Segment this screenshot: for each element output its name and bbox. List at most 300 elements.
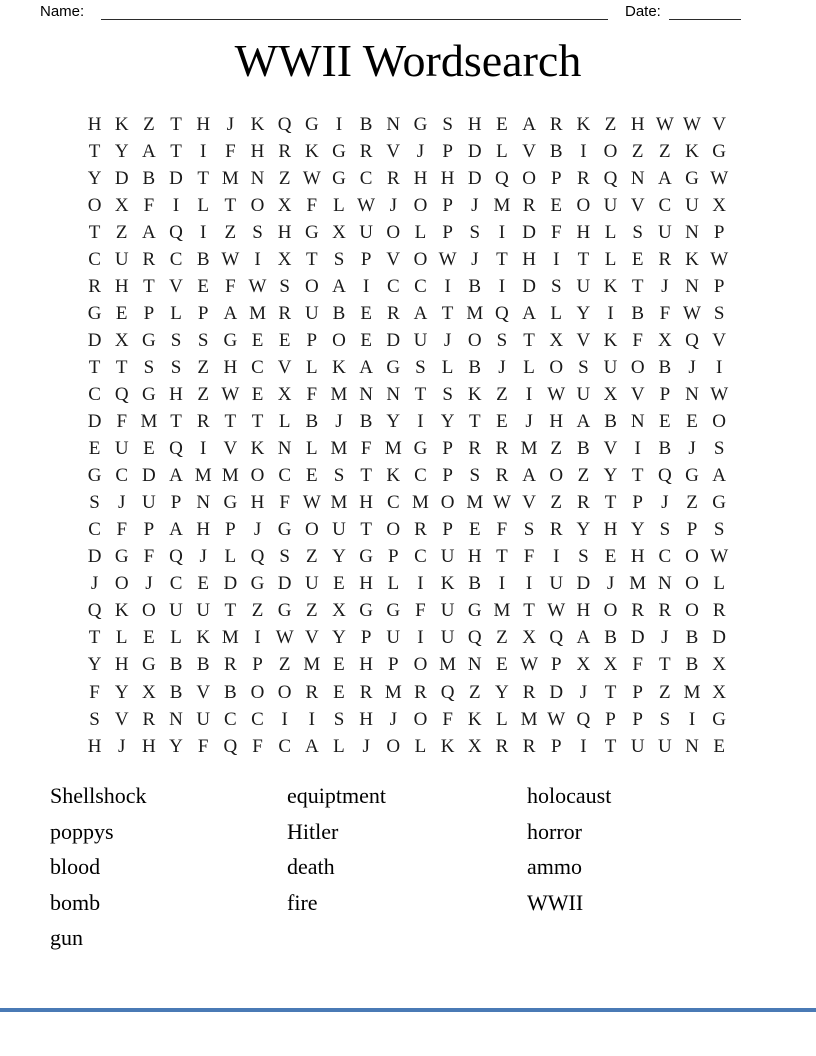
grid-letter: L [333, 194, 345, 216]
grid-letter: P [143, 302, 155, 324]
grid-letter: B [196, 248, 210, 270]
grid-letter: S [469, 221, 481, 243]
grid-letter: D [223, 573, 238, 595]
grid-letter: I [444, 275, 451, 297]
grid-letter: S [143, 356, 155, 378]
grid-letter: A [413, 302, 428, 324]
grid-letter: O [712, 411, 727, 433]
word-list-item: Shellshock [50, 783, 147, 808]
grid-letter: U [196, 600, 211, 622]
grid-letter: W [492, 492, 511, 514]
grid-letter: J [389, 708, 397, 730]
grid-letter: X [603, 654, 618, 676]
grid-letter: R [549, 113, 563, 135]
grid-letter: W [221, 248, 240, 270]
grid-letter: I [417, 411, 424, 433]
grid-letter: H [87, 735, 102, 757]
grid-letter: X [657, 329, 672, 351]
grid-letter: L [441, 356, 454, 378]
grid-letter: R [224, 654, 237, 676]
grid-letter: Z [143, 113, 155, 135]
grid-letter: K [467, 708, 482, 730]
grid-letter: B [468, 573, 482, 595]
grid-letter: P [360, 627, 372, 649]
grid-letter: G [712, 140, 727, 162]
grid-letter: S [170, 356, 182, 378]
grid-letter: W [302, 167, 321, 189]
grid-letter: D [277, 573, 292, 595]
grid-letter: W [357, 194, 376, 216]
grid-letter: Z [550, 438, 563, 460]
grid-letter: L [224, 546, 237, 568]
grid-letter: G [712, 708, 727, 730]
grid-letter: O [630, 356, 645, 378]
grid-letter: Z [115, 221, 128, 243]
grid-letter: P [143, 519, 155, 541]
grid-letter: L [414, 221, 427, 243]
grid-letter: A [576, 411, 591, 433]
grid-letter: R [522, 194, 536, 216]
grid-letter: J [335, 411, 343, 433]
grid-letter: N [386, 113, 401, 135]
word-list-item: poppys [50, 818, 114, 844]
grid-letter: O [250, 465, 265, 487]
grid-letter: Z [604, 113, 617, 135]
grid-letter: Y [332, 546, 346, 568]
grid-letter: B [604, 411, 617, 433]
grid-letter: K [196, 627, 211, 649]
grid-letter: S [333, 248, 345, 270]
grid-letter: E [197, 275, 209, 297]
grid-letter: I [607, 302, 614, 324]
grid-letter: X [114, 329, 129, 351]
grid-letter: F [225, 275, 236, 297]
grid-letter: I [362, 275, 370, 297]
grid-letter: K [603, 275, 618, 297]
grid-letter: I [553, 546, 560, 568]
grid-letter: O [332, 329, 346, 351]
grid-letter: D [169, 167, 183, 189]
grid-letter: V [630, 383, 645, 405]
grid-letter: T [523, 600, 535, 622]
grid-letter: G [142, 329, 156, 351]
grid-letter: F [197, 735, 209, 757]
grid-letter: G [467, 600, 482, 622]
grid-letter: O [685, 600, 699, 622]
grid-letter: E [278, 329, 291, 351]
grid-letter: R [549, 519, 563, 541]
grid-letter: W [547, 383, 566, 405]
grid-letter: P [442, 221, 453, 243]
grid-letter: Y [495, 681, 509, 703]
grid-letter: V [603, 438, 618, 460]
grid-letter: U [657, 735, 672, 757]
word-list-item: equiptment [287, 783, 386, 808]
grid-letter: J [416, 140, 425, 162]
grid-letter: Q [114, 383, 129, 405]
grid-letter: E [143, 627, 155, 649]
grid-letter: T [251, 411, 264, 433]
grid-letter: W [520, 654, 539, 676]
grid-letter: G [87, 465, 102, 487]
grid-letter: S [279, 546, 290, 568]
grid-letter: O [304, 275, 319, 297]
grid-letter: V [304, 627, 319, 649]
grid-letter: E [360, 302, 372, 324]
grid-letter: P [442, 438, 453, 460]
grid-letter: T [88, 140, 101, 162]
grid-letter: I [200, 438, 207, 460]
grid-letter: P [388, 654, 399, 676]
grid-letter: P [442, 194, 453, 216]
grid-letter: S [659, 708, 671, 730]
grid-letter: E [143, 438, 155, 460]
grid-letter: F [116, 519, 128, 541]
grid-letter: G [386, 600, 401, 622]
grid-letter: V [114, 708, 129, 730]
grid-letter: C [359, 167, 373, 189]
grid-letter: R [577, 167, 590, 189]
grid-letter: Z [659, 681, 671, 703]
grid-letter: Z [659, 140, 671, 162]
grid-letter: F [89, 681, 100, 703]
grid-letter: M [330, 383, 348, 405]
grid-letter: T [306, 248, 318, 270]
grid-letter: M [384, 681, 402, 703]
grid-letter: M [221, 627, 239, 649]
grid-letter: C [115, 465, 129, 487]
grid-letter: P [632, 708, 643, 730]
grid-letter: O [549, 356, 564, 378]
grid-letter: R [278, 302, 292, 324]
grid-letter: S [632, 221, 643, 243]
grid-letter: Y [576, 302, 591, 324]
grid-letter: R [386, 302, 400, 324]
word-list-column [527, 780, 611, 922]
grid-letter: R [414, 681, 427, 703]
grid-letter: O [685, 546, 699, 568]
grid-letter: B [359, 411, 373, 433]
grid-letter: B [224, 681, 237, 703]
grid-letter: D [386, 329, 401, 351]
grid-letter: R [278, 140, 292, 162]
word-list-item: ammo [527, 854, 582, 880]
grid-letter: E [604, 546, 617, 568]
grid-letter: K [250, 113, 265, 135]
grid-letter: Z [550, 492, 563, 514]
grid-letter: Q [685, 329, 699, 351]
grid-letter: G [359, 546, 373, 568]
grid-letter: X [522, 627, 536, 649]
grid-letter: Z [631, 140, 644, 162]
grid-letter: R [88, 275, 101, 297]
grid-letter: O [114, 573, 129, 595]
grid-letter: D [522, 275, 536, 297]
grid-letter: G [277, 519, 292, 541]
footer-rule [0, 1008, 816, 1012]
grid-letter: F [116, 411, 128, 433]
word-list-item: bomb [50, 889, 101, 915]
grid-letter: H [277, 221, 292, 243]
grid-letter: B [685, 627, 699, 649]
grid-letter: S [442, 113, 453, 135]
grid-letter: S [333, 708, 345, 730]
grid-letter: A [304, 735, 319, 757]
grid-letter: Z [278, 654, 291, 676]
grid-letter: V [576, 329, 591, 351]
grid-letter: M [412, 492, 429, 514]
grid-letter: V [386, 140, 401, 162]
grid-letter: R [359, 681, 373, 703]
grid-letter: L [278, 411, 291, 433]
grid-letter: Z [686, 492, 698, 514]
grid-letter: Z [197, 356, 209, 378]
grid-letter: O [603, 600, 618, 622]
grid-letter: M [194, 465, 212, 487]
grid-letter: H [114, 275, 129, 297]
grid-letter: P [360, 248, 372, 270]
grid-letter: S [415, 356, 426, 378]
grid-letter: B [658, 438, 672, 460]
grid-letter: R [305, 681, 319, 703]
grid-letter: U [142, 492, 156, 514]
grid-letter: G [685, 167, 699, 189]
grid-letter: I [417, 627, 424, 649]
grid-letter: E [713, 735, 725, 757]
grid-letter: J [443, 329, 452, 351]
grid-letter: V [712, 113, 727, 135]
grid-letter: L [115, 627, 128, 649]
grid-letter: Z [251, 600, 264, 622]
grid-letter: E [306, 465, 318, 487]
grid-letter: R [495, 465, 509, 487]
grid-letter: H [576, 221, 591, 243]
grid-letter: U [657, 221, 672, 243]
grid-letter: S [578, 356, 589, 378]
grid-letter: W [710, 546, 729, 568]
grid-letter: K [576, 113, 591, 135]
word-list-item: gun [50, 925, 83, 951]
grid-letter: K [440, 573, 455, 595]
grid-letter: N [685, 275, 699, 297]
grid-letter: P [713, 275, 725, 297]
grid-letter: L [496, 140, 508, 162]
grid-letter: D [712, 627, 727, 649]
grid-letter: M [303, 654, 321, 676]
grid-letter: F [143, 546, 155, 568]
grid-letter: E [333, 681, 345, 703]
grid-letter: M [520, 438, 538, 460]
grid-letter: T [577, 248, 590, 270]
grid-letter: F [225, 140, 236, 162]
grid-letter: H [549, 411, 564, 433]
grid-letter: H [467, 546, 482, 568]
grid-letter: O [304, 519, 319, 541]
grid-letter: Q [657, 465, 672, 487]
grid-letter: H [413, 167, 428, 189]
grid-letter: G [142, 654, 156, 676]
grid-letter: I [417, 573, 424, 595]
grid-letter: P [659, 383, 671, 405]
grid-letter: H [196, 519, 211, 541]
grid-letter: I [498, 275, 506, 297]
grid-letter: I [688, 708, 696, 730]
grid-letter: A [522, 302, 536, 324]
grid-letter: U [603, 356, 618, 378]
grid-letter: S [89, 492, 100, 514]
grid-letter: R [495, 438, 509, 460]
grid-letter: N [169, 708, 183, 730]
grid-letter: T [88, 627, 101, 649]
grid-letter: J [688, 356, 696, 378]
grid-letter: F [279, 492, 290, 514]
grid-letter: V [169, 275, 183, 297]
grid-letter: J [389, 194, 397, 216]
grid-letter: Y [630, 519, 645, 541]
grid-letter: X [277, 383, 292, 405]
grid-letter: R [468, 438, 482, 460]
grid-letter: A [142, 221, 156, 243]
grid-letter: J [90, 573, 99, 595]
grid-letter: I [254, 248, 261, 270]
grid-letter: D [87, 411, 102, 433]
grid-letter: L [604, 221, 617, 243]
grid-letter: C [658, 194, 672, 216]
grid-letter: B [631, 302, 645, 324]
grid-letter: F [523, 546, 535, 568]
grid-letter: P [713, 221, 725, 243]
grid-letter: H [223, 356, 238, 378]
grid-letter: V [630, 194, 645, 216]
grid-letter: K [250, 438, 265, 460]
grid-letter: J [118, 492, 126, 514]
grid-letter: T [496, 546, 508, 568]
grid-letter: S [442, 383, 453, 405]
grid-letter: B [359, 113, 373, 135]
grid-letter: F [143, 194, 155, 216]
grid-letter: L [197, 194, 209, 216]
grid-letter: O [413, 194, 428, 216]
grid-letter: A [576, 627, 591, 649]
grid-letter: O [603, 140, 618, 162]
grid-letter: K [332, 356, 346, 378]
grid-letter: L [414, 735, 427, 757]
grid-letter: M [466, 492, 484, 514]
grid-letter: Q [87, 600, 102, 622]
grid-letter: P [550, 654, 562, 676]
grid-letter: Y [87, 654, 102, 676]
grid-letter: L [170, 627, 182, 649]
grid-letter: G [277, 600, 292, 622]
grid-letter: S [496, 329, 508, 351]
date-label: Date: [625, 3, 661, 20]
grid-letter: R [196, 411, 210, 433]
grid-letter: P [442, 140, 453, 162]
page-title: WWII Wordsearch [234, 35, 582, 86]
word-list-item: death [287, 854, 335, 880]
grid-letter: Q [495, 167, 509, 189]
grid-letter: S [713, 519, 725, 541]
grid-letter: R [658, 600, 672, 622]
grid-letter: N [630, 167, 645, 189]
grid-letter: C [278, 465, 292, 487]
grid-letter: B [332, 302, 346, 324]
grid-letter: G [223, 492, 238, 514]
grid-letter: U [359, 221, 373, 243]
grid-letter: F [306, 383, 318, 405]
grid-letter: N [685, 735, 699, 757]
grid-letter: I [498, 573, 506, 595]
grid-letter: S [170, 329, 182, 351]
grid-letter: I [200, 221, 207, 243]
grid-letter: C [386, 275, 400, 297]
grid-letter: M [221, 465, 239, 487]
grid-letter: Q [169, 546, 183, 568]
grid-letter: K [304, 140, 319, 162]
grid-letter: U [549, 573, 564, 595]
grid-letter: U [440, 546, 455, 568]
grid-letter: Q [250, 546, 265, 568]
grid-letter: U [685, 194, 699, 216]
grid-letter: I [553, 248, 560, 270]
grid-letter: L [170, 302, 182, 324]
grid-letter: U [196, 708, 211, 730]
grid-letter: S [469, 465, 481, 487]
grid-letter: H [196, 113, 211, 135]
grid-letter: Z [306, 546, 318, 568]
grid-letter: I [580, 735, 587, 757]
grid-letter: J [498, 356, 506, 378]
grid-letter: H [359, 573, 373, 595]
grid-letter: L [523, 356, 535, 378]
grid-letter: Q [603, 167, 618, 189]
grid-letter: T [115, 356, 128, 378]
grid-letter: F [252, 735, 263, 757]
grid-letter: R [386, 167, 400, 189]
grid-letter: O [386, 221, 401, 243]
grid-letter: G [304, 113, 319, 135]
grid-letter: T [496, 248, 508, 270]
grid-letter: C [386, 492, 400, 514]
grid-letter: J [525, 411, 533, 433]
grid-letter: H [359, 654, 373, 676]
grid-letter: T [88, 221, 101, 243]
grid-letter: Q [467, 627, 482, 649]
grid-letter: D [630, 627, 645, 649]
grid-letter: F [442, 708, 453, 730]
grid-letter: M [221, 167, 239, 189]
grid-letter: A [169, 465, 183, 487]
grid-letter: U [386, 627, 401, 649]
grid-letter: P [686, 519, 698, 541]
date-blank-line [669, 19, 741, 20]
grid-letter: H [359, 708, 373, 730]
grid-letter: H [603, 519, 618, 541]
grid-letter: A [712, 465, 727, 487]
grid-letter: Q [549, 627, 564, 649]
grid-letter: T [604, 735, 617, 757]
grid-letter: T [170, 140, 182, 162]
grid-letter: G [685, 465, 699, 487]
grid-letter: E [115, 302, 128, 324]
grid-letter: T [143, 275, 155, 297]
grid-letter: B [658, 356, 672, 378]
grid-letter: E [496, 113, 508, 135]
grid-letter: B [142, 167, 156, 189]
grid-letter: Y [332, 627, 346, 649]
grid-letter: X [332, 600, 346, 622]
grid-letter: W [547, 600, 566, 622]
